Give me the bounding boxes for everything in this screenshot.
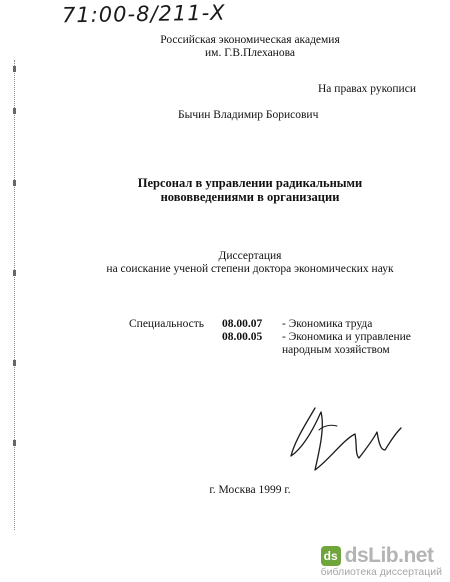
specialty-row	[222, 318, 372, 331]
dissertation-line-2: на соискание ученой степени доктора экономических наук	[106, 263, 394, 275]
specialty-label: Специальность	[129, 318, 204, 330]
handwritten-catalog-code: 71:00-8/211-Х	[61, 0, 226, 28]
watermark-brand: dsLib.net	[344, 544, 434, 567]
author-signature	[285, 400, 405, 475]
city-year: г. Москва 1999 г.	[209, 484, 291, 496]
watermark-subtitle: библиотека диссертаций	[320, 566, 442, 578]
specialty-name-continuation: народным хозяйством	[282, 344, 390, 356]
watermark	[321, 544, 442, 578]
specialty-row	[222, 331, 411, 344]
specialty-code: 08.00.05	[222, 331, 263, 343]
specialty-name: - Экономика труда	[282, 318, 373, 330]
title-line-2: нововведениями в организации	[160, 190, 340, 204]
specialty-name: - Экономика и управление	[282, 331, 411, 343]
dissertation-line-1: Диссертация	[218, 250, 282, 262]
rights-note: На правах рукописи	[318, 83, 416, 95]
title-line-1: Персонал в управлении радикальными	[137, 176, 363, 190]
dslib-logo-icon: ds	[321, 546, 341, 566]
dissertation-type	[80, 250, 420, 276]
specialty-code: 08.00.07	[222, 318, 263, 330]
institution-line-2: им. Г.В.Плеханова	[205, 47, 295, 59]
dissertation-title	[110, 176, 390, 204]
institution-line-1: Российская экономическая академия	[160, 34, 340, 46]
author-name: Бычин Владимир Борисович	[178, 109, 319, 121]
institution	[140, 34, 360, 60]
left-margin-dotted-marks	[14, 60, 21, 530]
